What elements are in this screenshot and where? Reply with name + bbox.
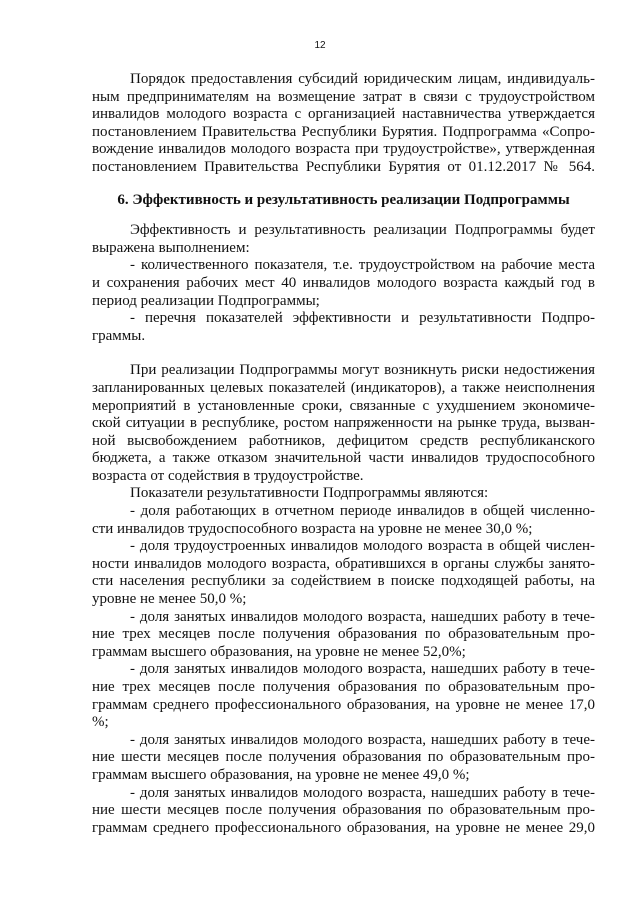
text-line: мероприятий в установленные сроки, связанные с ухудшением экономиче- [92, 397, 595, 414]
text-line: постановлением Правительства Республики Бурятия. Подпрограмма «Сопро- [92, 123, 595, 140]
indicator-three-months-higher-education [92, 609, 595, 662]
text-line: %; [92, 714, 109, 731]
text-line: граммам высшего образования, на уровне не менее 52,0%; [92, 643, 466, 660]
list-item-indicator-list [92, 310, 595, 345]
text-line: инвалидов молодого возраста с организацией наставничества утверждается [92, 106, 595, 123]
section-heading: 6. Эффективность и результативность реализации Подпрограммы [117, 191, 570, 208]
text-line: - доля трудоустроенных инвалидов молодого возраста в общей числен- [130, 538, 595, 555]
text-line: граммам среднего профессионального образования, на уровне не менее 29,0 [92, 819, 595, 836]
text-line: возраста от содействия в трудоустройстве. [92, 467, 364, 484]
text-line: ной высвобождением работников, дефицитом средств республиканского [92, 432, 595, 449]
text-line: - количественного показателя, т.е. трудоустройством на рабочие места [130, 257, 595, 274]
paragraph-subsidy-procedure [92, 71, 595, 177]
paragraph-effectiveness-intro [92, 222, 595, 257]
list-item-quantitative-indicator [92, 257, 595, 310]
text-line: ние трех месяцев после получения образования по образовательным про- [92, 679, 595, 695]
text-line: Показатели результативности Подпрограммы являются: [130, 485, 489, 502]
text-line: сти населения республики за содействием в поиске подходящей работы, на [92, 573, 595, 590]
text-line: бюджета, а также отказом значительной части инвалидов трудоспособного [92, 450, 595, 467]
text-line: постановлением Правительства Республики Бурятия от 01.12.2017 № 564. [92, 158, 595, 175]
text-line: Эффективность и результативность реализации Подпрограммы будет [130, 222, 595, 239]
text-line: период реализации Подпрограммы; [92, 292, 320, 309]
text-line: вождение инвалидов молодого возраста при трудоустройстве», утвержденная [92, 141, 595, 158]
indicator-six-months-vocational-education [92, 785, 595, 838]
text-line: запланированных целевых показателей (индикаторов), а также неисполнения [92, 379, 595, 396]
text-line: граммам высшего образования, на уровне не менее 49,0 %; [92, 766, 470, 783]
text-line: ние шести месяцев после получения образования по образовательным про- [92, 802, 595, 819]
text-line: ности инвалидов молодого возраста, обратившихся в органы службы занято- [92, 555, 595, 572]
text-line: - перечня показателей эффективности и результативности Подпро- [130, 310, 595, 327]
text-line: - доля занятых инвалидов молодого возраста, нашедших работу в тече- [130, 608, 595, 625]
text-line: ным предпринимателям на возмещение затрат в связи с трудоустройством [92, 88, 595, 105]
page-number: 12 [314, 40, 326, 51]
text-line: граммы. [92, 327, 146, 344]
text-line: - доля занятых инвалидов молодого возраста, нашедших работу в тече- [130, 731, 595, 748]
text-line: и сохранения рабочих мест 40 инвалидов молодого возраста каждый год в [92, 274, 595, 291]
text-line: ской ситуации в республике, ростом напряженности на рынке труда, вызван- [92, 415, 595, 432]
text-line: Порядок предоставления субсидий юридическим лицам, индивидуаль- [130, 71, 595, 87]
paragraph-indicators-intro [92, 485, 595, 503]
text-line: выражена выполнением: [92, 239, 250, 256]
indicator-six-months-higher-education [92, 732, 595, 785]
indicator-employed-young-disabled-share [92, 538, 595, 608]
text-line: ние трех месяцев после получения образования по образовательным про- [92, 626, 595, 643]
text-line: - доля работающих в отчетном периоде инвалидов в общей численно- [130, 503, 595, 520]
indicator-three-months-vocational-education [92, 661, 595, 731]
paragraph-risks [92, 362, 595, 485]
text-line: граммам среднего профессионального образования, на уровне не менее 17,0 [92, 696, 595, 713]
text-line: уровне не менее 50,0 %; [92, 591, 247, 608]
text-line: - доля занятых инвалидов молодого возраста, нашедших работу в тече- [130, 784, 595, 801]
indicator-working-disabled-share [92, 503, 595, 538]
text-line: сти инвалидов трудоспособного возраста на уровне не менее 30,0 %; [92, 520, 533, 537]
document-body [92, 71, 595, 837]
text-line: При реализации Подпрограммы могут возникнуть риски недостижения [130, 362, 595, 379]
text-line: - доля занятых инвалидов молодого возраста, нашедших работу в тече- [130, 661, 595, 678]
text-line: ние шести месяцев после получения образования по образовательным про- [92, 749, 595, 766]
